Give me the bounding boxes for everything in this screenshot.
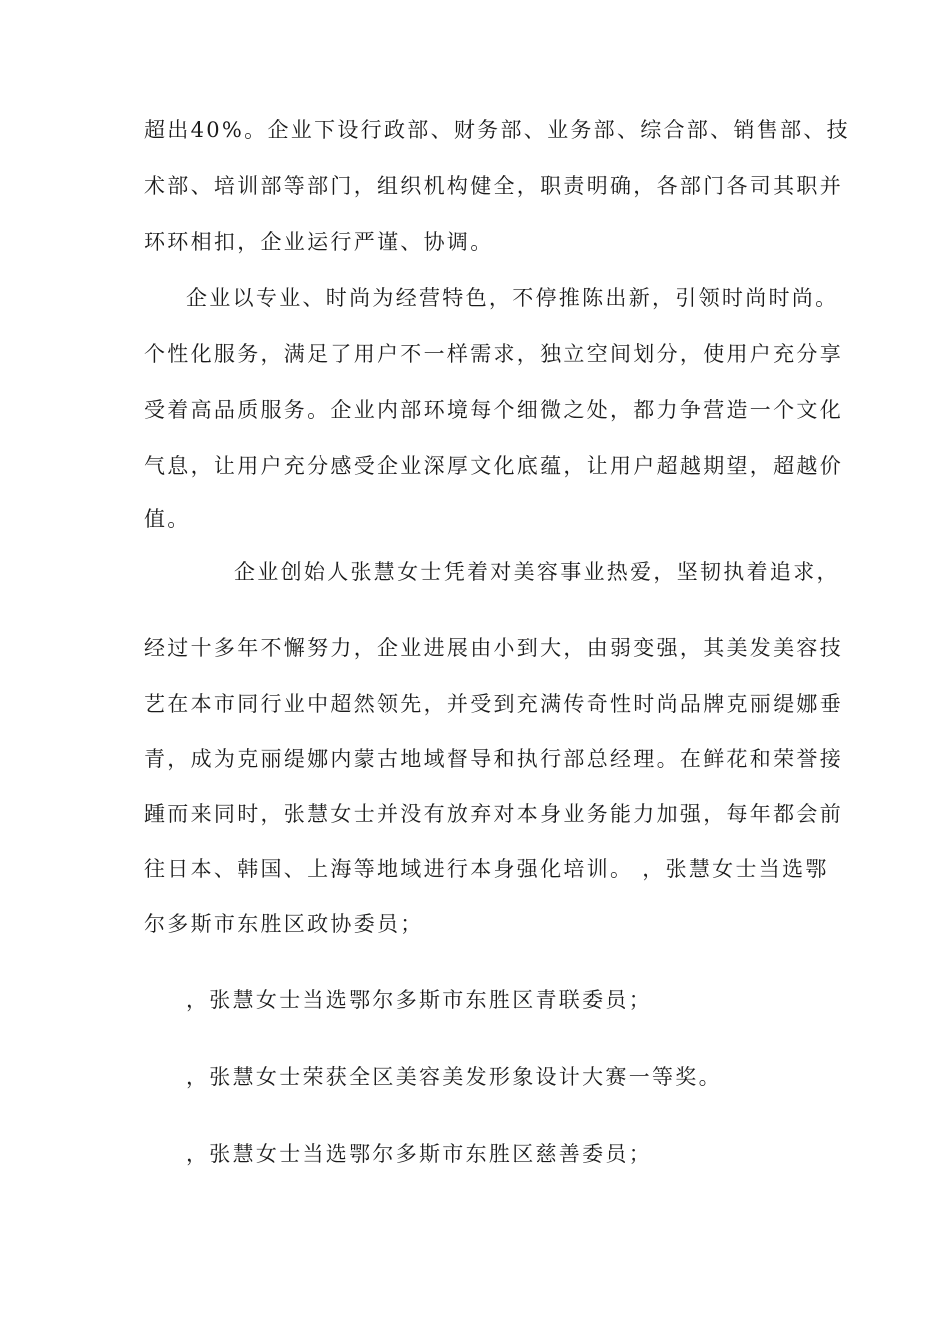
paragraph-3-line-3: 艺在本市同行业中超然领先，并受到充满传奇性时尚品牌克丽缇娜垂 xyxy=(144,692,843,716)
paragraph-3-line-6: 往日本、韩国、上海等地域进行本身强化培训。 ，张慧女士当选鄂 xyxy=(144,857,829,881)
paragraph-3-line-4: 青，成为克丽缇娜内蒙古地域督导和执行部总经理。在鲜花和荣誉接 xyxy=(144,747,843,771)
paragraph-1-line-1: 超出40%。企业下设行政部、财务部、业务部、综合部、销售部、技 xyxy=(144,118,850,142)
paragraph-2-line-3: 受着高品质服务。企业内部环境每个细微之处，都力争营造一个文化 xyxy=(144,398,843,422)
paragraph-2-line-1: 企业以专业、时尚为经营特色，不停推陈出新，引领时尚时尚。 xyxy=(186,286,839,310)
paragraph-3-line-1: 企业创始人张慧女士凭着对美容事业热爱，坚韧执着追求， xyxy=(234,560,840,584)
paragraph-1-line-2: 术部、培训部等部门，组织机构健全，职责明确，各部门各司其职并 xyxy=(144,174,843,198)
item-2: ，张慧女士荣获全区美容美发形象设计大赛一等奖。 xyxy=(186,1065,722,1089)
paragraph-1-line-3: 环环相扣，企业运行严谨、协调。 xyxy=(144,230,494,254)
paragraph-2-line-4: 气息，让用户充分感受企业深厚文化底蕴，让用户超越期望，超越价 xyxy=(144,454,843,478)
item-3: ，张慧女士当选鄂尔多斯市东胜区慈善委员； xyxy=(186,1142,652,1166)
item-1: ，张慧女士当选鄂尔多斯市东胜区青联委员； xyxy=(186,988,652,1012)
paragraph-3-line-2: 经过十多年不懈努力，企业进展由小到大，由弱变强，其美发美容技 xyxy=(144,636,843,660)
paragraph-2-line-5: 值。 xyxy=(144,507,191,531)
paragraph-2-line-2: 个性化服务，满足了用户不一样需求，独立空间划分，使用户充分享 xyxy=(144,342,843,366)
paragraph-3-line-5: 踵而来同时，张慧女士并没有放弃对本身业务能力加强，每年都会前 xyxy=(144,802,843,826)
paragraph-3-line-7: 尔多斯市东胜区政协委员； xyxy=(144,912,424,936)
